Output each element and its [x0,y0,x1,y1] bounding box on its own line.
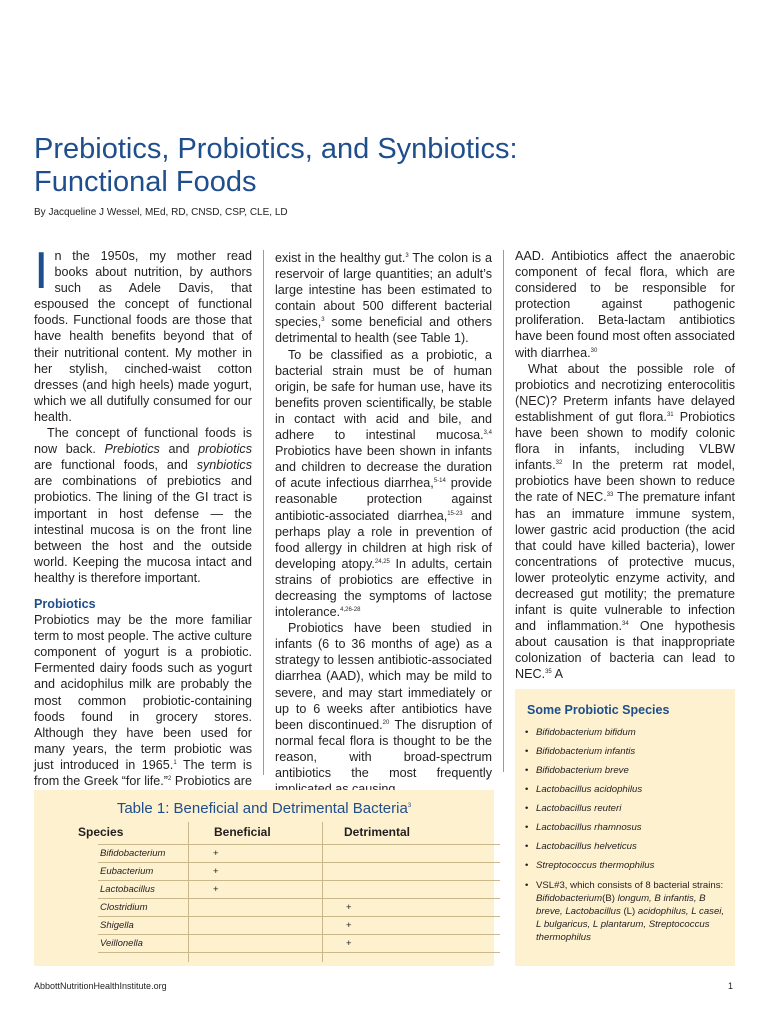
section-heading-probiotics: Probiotics [34,596,96,611]
table-header-species: Species [78,825,124,839]
column-divider [503,250,504,772]
table-row [98,880,500,899]
paragraph: The concept of functional foods is now back. Prebiotics and probiotics are functional foods, and synbiotics are combinations of prebiotics and probiotics. The lining of the GI tract is important in host defense — the intestinal mucosa is on the front line between the host and the outside world. Keeping the mucosa intact and healthy is therefore important. [34,426,253,585]
table-row [98,916,500,935]
paragraph: Probiotics have been studied in infants (6 to 36 months of age) as a strategy to lessen antibiotic-associated diarrhea (AAD), which may be mild to severe, and may start immediately or up to 6 weeks after antibiotics have been discontinued.$^{20}$ The disruption of normal fecal flora is thought to be the reason, with broad-spectrum antibiotics the most frequently [275,621,492,780]
table-row [98,844,500,863]
page-number: 1 [728,981,734,991]
table-1 [34,790,494,966]
drop-cap: I [34,242,49,300]
list-item: • Lactobacillus acidophilus [525,784,725,797]
cell-beneficial: + [213,866,219,877]
list-item: • Lactobacillus helveticus [525,841,725,854]
table-row [98,934,500,953]
list-item: • Bifidobacterium bifidum [525,727,725,740]
paragraph: What about the possible role of probiotics and necrotizing enterocolitis (NEC)? Preterm infants have delayed establishment of gut flora.$^{31}$ Probiotics have been shown to modify colonic flora in infants, including VLBW infants.$^{32}$ In the preterm rat model, probiotics have been shown to reduce the rate of NEC.$^{33}$ The premature infant has an immature immune system, lower gastric acid production (the acid that could have killed bacteria), lower concentrations of protective mucus, lower proteolytic enzyme activity, and decreased gut motility; the premature infant is quite vulnerable to infection and inflammation.$^{34}$ One hypothesis about causation is that inappropriate colonization of bacteria can lead to NEC.$^{35}$ A [515,361,736,682]
column-2 [275,250,492,797]
title-line-2: Functional Foods [34,166,257,198]
list-item-vsl3: • VSL#3, which consists of 8 bacterial strains: Bifidobacterium(B) longum, B infantis, B breve, Lactobacillus (L) acidophilus, L casei, L bulgaricus, L plantarum, Streptococcus thermophilus [525,879,725,944]
column-1 [34,242,253,805]
cell-species: Bifidobacterium [100,848,166,859]
sidebar-probiotic-species [515,689,735,966]
cell-beneficial: + [213,884,219,895]
paragraph: In the 1950s, my mother read books about nutrition, by authors such as Adele Davis, that espoused the concept of functional foods. Functional foods are those that have health benefits beyond that of their nutritional content. My mother in her stylish, cinched-waist cotton dresses (and high heels) made yogurt, which we all dutifully consumed for our health. [34,242,252,424]
cell-detrimental: + [346,902,352,913]
list-item: • Lactobacillus rhamnosus [525,822,725,835]
cell-species: Shigella [100,920,134,931]
title-line-1: Prebiotics, Probiotics, and Synbiotics: [34,133,518,165]
list-item: • Bifidobacterium breve [525,765,725,778]
table-header-detrimental: Detrimental [344,825,411,839]
table-row [98,862,500,881]
column-divider [263,250,264,775]
column-3 [515,248,735,683]
paragraph: AAD. Antibiotics affect the anaerobic component of fecal flora, which are considered to be responsible for protection against pathogenic proliferation. Beta-lactam antibiotics have been found most often associated with diarrhea.$^{30}$ [515,249,735,360]
article-title [34,133,734,199]
sidebar-title: Some Probiotic Species [527,703,670,717]
list-item: • Lactobacillus reuteri [525,803,725,816]
cell-species: Eubacterium [100,866,154,877]
table-bottom-rule [98,952,500,953]
cell-detrimental: + [346,920,352,931]
footer-site[interactable]: AbbottNutritionHealthInstitute.org [34,981,167,991]
paragraph: To be classified as a probiotic, a bacterial strain must be of human origin, be safe for human use, have its benefits proven scientifically, be stable in contact with acid and bile, and adhere to intestinal mucosa.$^{3,4}$ Probiotics have been shown in infants and children to decrease the duration of acute infectious diarrhea,$^{5-14}$ provide reasonable protection against antibiotic-associated diarrhea,$^{15-23}$ and perhaps play a role in prevention of food allergy in children at high risk of developing atopy.$^{24,25}$ In adults, certain strains of probiotics are effective in decreasing the symptoms of lactose intolerance.$^{4,26-28}$ [275,347,493,620]
paragraph: exist in the healthy gut.$^3$ The colon is a reservoir of large quantities; an adult’s large intestine has been estimated to contain about 500 different bacterial species,$^3$ some beneficial and others detrimental to health (see Table 1). [275,251,492,346]
list-item: • Bifidobacterium infantis [525,746,725,759]
cell-beneficial: + [213,848,219,859]
paragraph: Probiotics may be the more familiar term to most people. The active culture component of yogurt is a probiotic. Fermented dairy foods such as yogurt and acidophilus milk are probably the most common probiotic-containing foods found in grocery stores. Although they have been used for many years, the term probiotic was just introduced in 1965.$^1$ The term is from the Greek “for life.”$^2$ Probiotics are [34,613,252,788]
species-list [525,727,725,951]
table-header-beneficial: Beneficial [214,825,271,839]
cell-species: Clostridium [100,902,148,913]
table-title: Table 1: Beneficial and Detrimental Bacteria$^3$ [116,800,412,817]
list-item: • Streptococcus thermophilus [525,860,725,873]
cell-species: Lactobacillus [100,884,155,895]
table-row [98,898,500,917]
byline: By Jacqueline J Wessel, MEd, RD, CNSD, CSP, CLE, LD [34,207,288,218]
cell-species: Veillonella [100,938,143,949]
cell-detrimental: + [346,938,352,949]
